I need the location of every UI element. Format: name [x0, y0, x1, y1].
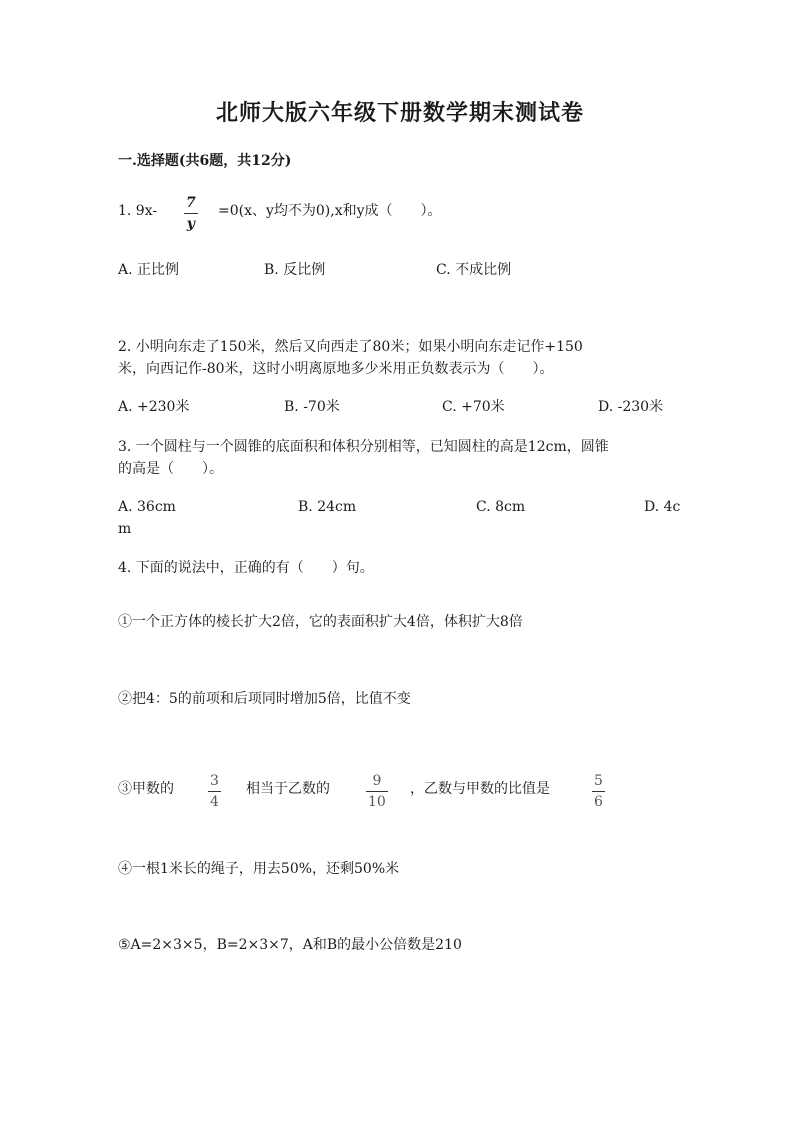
q4-s3-fraction-2-numerator: 9 [372, 773, 382, 789]
q2-option-a: A. +230米 [118, 399, 190, 415]
q4-statement-3-part1: ③甲数的 [118, 781, 174, 797]
q4-s3-fraction-3-numerator: 5 [594, 773, 603, 789]
q3-option-c: C. 8cm [476, 499, 526, 515]
q2-stem-line1: 2. 小明向东走了150米，然后又向西走了80米；如果小明向东走记作+150 [118, 339, 583, 355]
q2-stem-line2: 米，向西记作-80米，这时小明离原地多少米用正负数表示为（ ）。 [118, 361, 554, 377]
fraction-bar [366, 791, 388, 792]
q4-statement-5: ⑤A=2×3×5，B=2×3×7，A和B的最小公倍数是210 [118, 937, 462, 953]
q1-option-b: B. 反比例 [264, 262, 326, 278]
q3-stem-line2: 的高是（ ）。 [118, 461, 223, 477]
q4-s3-fraction-1 [208, 772, 221, 811]
q3-option-d-wrap: m [118, 521, 132, 537]
q4-s3-fraction-1-denominator: 4 [210, 794, 219, 810]
q4-s3-fraction-2 [366, 772, 388, 811]
fraction-bar [208, 791, 221, 792]
q2-option-b: B. -70米 [284, 399, 340, 415]
q1-option-c: C. 不成比例 [436, 262, 512, 278]
q4-stem: 4. 下面的说法中，正确的有（ ）句。 [118, 560, 374, 576]
q3-option-a: A. 36cm [118, 499, 176, 515]
q4-s3-fraction-2-denominator: 10 [368, 794, 386, 810]
q2-option-c: C. +70米 [442, 399, 505, 415]
q3-option-b: B. 24cm [298, 499, 357, 515]
q1-fraction-numerator: 7 [186, 195, 196, 211]
fraction-bar [592, 791, 605, 792]
q4-s3-fraction-1-numerator: 3 [210, 773, 219, 789]
q4-statement-3-part3: ，乙数与甲数的比值是 [410, 781, 550, 797]
section-heading: 一.选择题(共6题，共12分) [118, 153, 292, 169]
q4-statement-2: ②把4：5的前项和后项同时增加5倍，比值不变 [118, 691, 411, 707]
q1-stem-suffix: =0(x、y均不为0),x和y成（ ）。 [218, 203, 442, 219]
q2-option-d: D. -230米 [598, 399, 664, 415]
q4-statement-1: ①一个正方体的棱长扩大2倍，它的表面积扩大4倍，体积扩大8倍 [118, 614, 523, 630]
q1-prefix: 1. 9x- [118, 203, 158, 219]
page-title: 北师大版六年级下册数学期末测试卷 [215, 100, 584, 126]
q3-stem-line1: 3. 一个圆柱与一个圆锥的底面积和体积分别相等，已知圆柱的高是12cm，圆锥 [118, 439, 609, 455]
fraction-bar [184, 213, 198, 214]
q3-option-d: D. 4c [644, 499, 681, 515]
q4-statement-4: ④一根1米长的绳子，用去50%，还剩50%米 [118, 861, 400, 877]
q4-s3-fraction-3 [592, 772, 605, 811]
q4-statement-3-part2: 相当于乙数的 [246, 781, 330, 797]
q4-s3-fraction-3-denominator: 6 [594, 794, 603, 810]
q1-fraction [184, 194, 198, 233]
q1-option-a: A. 正比例 [118, 262, 180, 278]
q1-fraction-denominator: y [186, 216, 195, 232]
